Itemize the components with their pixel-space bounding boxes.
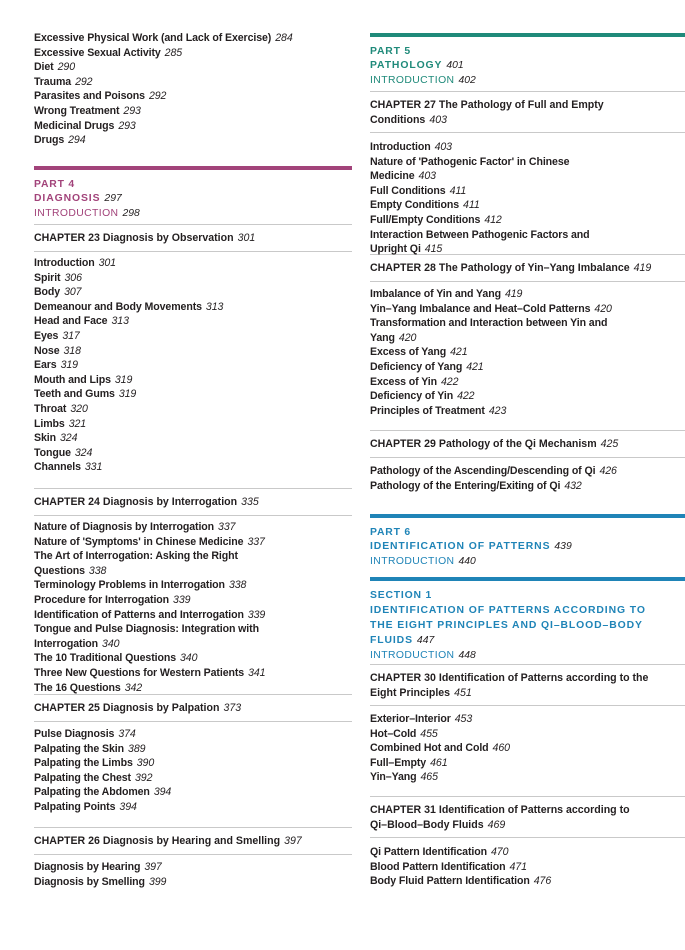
toc-entry-title: Throat — [34, 403, 67, 415]
toc-entry[interactable] — [34, 593, 269, 608]
toc-entry-title: The Art of Interrogation: Asking the Right Questions — [34, 550, 238, 577]
part-4-title[interactable]: DIAGNOSIS 297 — [34, 193, 122, 204]
toc-entry-page: 294 — [68, 134, 86, 147]
toc-entry[interactable] — [34, 742, 352, 757]
toc-entry-page: 465 — [420, 771, 438, 784]
toc-entry-page: 421 — [450, 346, 468, 359]
toc-entry[interactable] — [34, 104, 352, 119]
toc-entry-title: Ears — [34, 359, 57, 372]
toc-entry-page: 423 — [488, 404, 507, 417]
toc-entry[interactable] — [370, 874, 685, 889]
toc-entry-title: Diagnosis by Smelling — [34, 875, 145, 888]
toc-entry-title: Spirit — [34, 271, 61, 284]
part-6-label: PART 6 — [370, 527, 411, 538]
toc-entry[interactable] — [34, 520, 269, 535]
toc-entry-title: Nature of 'Pathogenic Factor' in Chinese Medicine — [370, 155, 570, 183]
toc-entry[interactable] — [34, 417, 352, 432]
toc-entry[interactable] — [370, 302, 625, 317]
section-1-title[interactable]: IDENTIFICATION OF PATTERNS ACCORDING TO THE EIGHT PRINCIPLES AND QI–BLOOD–BODY FLUIDS 447 — [370, 605, 646, 646]
toc-entry-title: Nature of Diagnosis by Interrogation — [34, 521, 215, 533]
toc-entry[interactable] — [370, 756, 685, 771]
toc-entry[interactable] — [370, 741, 685, 756]
toc-entry-title: Limbs — [34, 417, 65, 430]
toc-entry[interactable] — [34, 300, 352, 315]
toc-entry-page: 338 — [88, 564, 107, 577]
toc-entry[interactable] — [34, 785, 352, 800]
toc-entry[interactable] — [34, 358, 352, 373]
toc-entry[interactable] — [34, 681, 269, 696]
toc-entry-page: 319 — [114, 373, 133, 386]
toc-entry-page: 419 — [504, 288, 523, 300]
toc-entry-title: Terminology Problems in Interrogation — [34, 579, 225, 592]
toc-entry[interactable] — [34, 651, 269, 666]
chapter-28-heading[interactable]: CHAPTER 28 The Pathology of Yin–Yang Imbalance 419 — [370, 254, 685, 282]
toc-entry-page: 389 — [128, 742, 146, 755]
toc-entry[interactable] — [370, 727, 685, 742]
toc-entry-page: 285 — [164, 46, 183, 59]
toc-entry[interactable] — [34, 402, 352, 417]
toc-entry-title: Transformation and Interaction between Yin and Yang — [370, 317, 608, 344]
toc-entry-title: Palpating the Limbs — [34, 757, 133, 770]
toc-entry[interactable] — [370, 198, 620, 213]
toc-entry[interactable] — [370, 712, 685, 727]
toc-entry[interactable] — [34, 446, 352, 461]
toc-entry-page: 432 — [564, 479, 582, 492]
toc-entry-title: Combined Hot and Cold — [370, 742, 489, 755]
toc-entry-page: 420 — [594, 302, 612, 315]
toc-entry-page: 394 — [153, 786, 172, 799]
toc-entry-title: Palpating Points — [34, 801, 116, 813]
toc-entry[interactable] — [370, 770, 685, 785]
toc-entry-page: 422 — [441, 375, 459, 388]
toc-entry-title: Channels — [34, 461, 81, 474]
toc-entry-title: Deficiency of Yin — [370, 390, 454, 403]
toc-entry-page: 324 — [59, 432, 78, 445]
toc-entry-title: Qi Pattern Identification — [370, 846, 487, 858]
toc-entry-page: 421 — [466, 361, 484, 373]
toc-entry[interactable] — [34, 549, 269, 578]
toc-entry-title: Pathology of the Entering/Exiting of Qi — [370, 479, 561, 492]
toc-entry[interactable] — [370, 479, 685, 494]
toc-entry-title: Introduction — [34, 257, 95, 269]
toc-entry-page: 292 — [148, 90, 167, 103]
toc-entry[interactable] — [370, 155, 620, 184]
toc-entry[interactable] — [34, 75, 352, 90]
toc-entry-page: 290 — [57, 61, 76, 74]
toc-entry-page: 397 — [144, 861, 162, 873]
toc-entry-page: 313 — [205, 300, 224, 313]
part-4-label: PART 4 — [34, 179, 75, 190]
toc-entry-page: 339 — [173, 594, 191, 606]
toc-entry[interactable] — [370, 345, 625, 360]
toc-entry[interactable] — [370, 184, 620, 199]
toc-entry-page: 403 — [418, 170, 436, 183]
toc-entry-title: Principles of Treatment — [370, 404, 485, 417]
chapter-26-heading[interactable]: CHAPTER 26 Diagnosis by Hearing and Smelling 397 — [34, 827, 352, 855]
chapter-31-heading[interactable]: CHAPTER 31 Identification of Patterns according to Qi–Blood–Body Fluids 469 — [370, 796, 685, 838]
toc-entry-title: Yin–Yang — [370, 771, 417, 784]
toc-entry-page: 331 — [84, 461, 103, 474]
toc-entry-title: Hot–Cold — [370, 727, 417, 740]
toc-entry-title: Full–Empty — [370, 756, 427, 769]
toc-entry-page: 403 — [434, 141, 452, 153]
toc-entry[interactable] — [370, 228, 620, 257]
toc-entry[interactable] — [34, 271, 352, 286]
toc-entry[interactable] — [370, 389, 625, 404]
toc-entry-title: Skin — [34, 432, 56, 445]
toc-entry-page: 337 — [218, 521, 236, 533]
toc-entry-title: The 16 Questions — [34, 681, 121, 694]
toc-entry-title: Wrong Treatment — [34, 105, 120, 117]
toc-entry-page: 461 — [430, 756, 448, 769]
toc-entry-page: 293 — [118, 119, 136, 132]
section-1-intro[interactable]: INTRODUCTION 448 — [370, 650, 476, 661]
chapter-30-heading[interactable]: CHAPTER 30 Identification of Patterns according to the Eight Principles 451 — [370, 664, 685, 706]
toc-entry[interactable] — [370, 375, 625, 390]
toc-entry-title: Diet — [34, 61, 54, 74]
toc-entry-title: Excessive Sexual Activity — [34, 46, 161, 59]
toc-entry-page: 460 — [492, 742, 510, 755]
toc-entry[interactable] — [34, 285, 352, 300]
toc-entry-title: Tongue and Pulse Diagnosis: Integration with Interrogation — [34, 623, 259, 650]
toc-entry[interactable] — [34, 860, 352, 875]
toc-entry-title: Nature of 'Symptoms' in Chinese Medicine — [34, 535, 244, 548]
toc-entry[interactable] — [34, 329, 352, 344]
toc-entry[interactable] — [370, 464, 685, 479]
toc-entry[interactable] — [370, 360, 625, 375]
toc-entry-title: Body Fluid Pattern Identification — [370, 875, 530, 888]
toc-entry-title: Full Conditions — [370, 184, 446, 197]
toc-entry-title: Excess of Yang — [370, 346, 447, 359]
toc-entry-page: 306 — [64, 271, 82, 284]
toc-entry-page: 320 — [70, 403, 88, 415]
toc-entry-page: 340 — [180, 652, 198, 665]
toc-entry-page: 319 — [60, 359, 78, 372]
toc-entry-title: The 10 Traditional Questions — [34, 652, 177, 665]
toc-entry-page: 342 — [124, 681, 143, 694]
toc-entry-title: Trauma — [34, 75, 72, 88]
toc-entry-page: 301 — [98, 257, 116, 269]
toc-entry-page: 415 — [424, 243, 443, 256]
toc-entry[interactable] — [34, 578, 269, 593]
toc-entry-title: Identification of Patterns and Interrogation — [34, 608, 244, 621]
toc-entry-page: 340 — [102, 637, 120, 650]
toc-entry-title: Exterior–Interior — [370, 713, 451, 725]
toc-entry[interactable] — [34, 31, 352, 46]
toc-entry-title: Demeanour and Body Movements — [34, 300, 202, 313]
toc-entry[interactable] — [34, 875, 352, 890]
toc-entry-title: Empty Conditions — [370, 199, 460, 212]
toc-entry-title: Parasites and Poisons — [34, 90, 145, 103]
toc-entry[interactable] — [34, 119, 352, 134]
toc-entry[interactable] — [370, 404, 625, 419]
toc-entry[interactable] — [34, 373, 352, 388]
toc-entry-title: Mouth and Lips — [34, 373, 111, 386]
toc-entry-page: 392 — [135, 771, 153, 784]
toc-entry-page: 284 — [275, 32, 293, 44]
section-1-header — [370, 577, 685, 663]
toc-entry[interactable] — [370, 140, 620, 155]
toc-entry[interactable] — [34, 387, 352, 402]
toc-entry-page: 321 — [68, 417, 87, 430]
toc-entry[interactable] — [34, 133, 352, 148]
toc-entry[interactable] — [370, 860, 685, 875]
toc-entry[interactable] — [34, 622, 269, 651]
toc-entry-page: 318 — [63, 344, 81, 357]
part-5-title[interactable]: PATHOLOGY 401 — [370, 60, 464, 71]
toc-entry-page: 394 — [119, 801, 137, 813]
part-4-intro[interactable]: INTRODUCTION 298 — [34, 208, 140, 219]
toc-entry-page: 313 — [111, 315, 129, 328]
chapter-25-heading[interactable]: CHAPTER 25 Diagnosis by Palpation 373 — [34, 694, 352, 722]
toc-entry-title: Pathology of the Ascending/Descending of Qi — [370, 465, 596, 477]
toc-entry-page: 422 — [457, 390, 475, 403]
toc-entry-title: Imbalance of Yin and Yang — [370, 288, 501, 300]
toc-entry[interactable] — [34, 756, 352, 771]
toc-entry-page: 390 — [136, 757, 155, 770]
chapter-29-heading[interactable]: CHAPTER 29 Pathology of the Qi Mechanism 425 — [370, 430, 685, 458]
toc-entry-title: Excessive Physical Work (and Lack of Exercise) — [34, 32, 272, 44]
toc-entry-title: Palpating the Skin — [34, 742, 125, 755]
toc-entry-title: Tongue — [34, 446, 71, 459]
toc-entry[interactable] — [34, 89, 352, 104]
toc-entry-title: Head and Face — [34, 315, 108, 328]
toc-entry-page: 293 — [123, 105, 141, 117]
toc-entry-page: 292 — [75, 75, 93, 88]
toc-entry-page: 470 — [491, 846, 509, 858]
toc-entry[interactable] — [34, 800, 352, 815]
toc-entry[interactable] — [34, 535, 269, 550]
chapter-27-heading[interactable]: CHAPTER 27 The Pathology of Full and Empty Conditions 403 — [370, 91, 685, 133]
chapter-24-heading[interactable]: CHAPTER 24 Diagnosis by Interrogation 335 — [34, 488, 352, 516]
toc-entry-page: 399 — [148, 875, 167, 888]
toc-entry-page: 471 — [509, 860, 527, 873]
toc-entry-title: Introduction — [370, 141, 431, 153]
toc-entry-page: 338 — [228, 579, 247, 592]
toc-entry-page: 374 — [118, 728, 136, 740]
toc-entry-title: Excess of Yin — [370, 375, 438, 388]
toc-entry-page: 453 — [454, 713, 473, 725]
toc-entry-title: Interaction Between Pathogenic Factors and Upright Qi — [370, 228, 590, 256]
toc-entry-page: 339 — [247, 608, 266, 621]
toc-entry[interactable] — [34, 46, 352, 61]
toc-entry[interactable] — [370, 316, 625, 345]
toc-entry-title: Deficiency of Yang — [370, 361, 463, 373]
toc-entry[interactable] — [370, 287, 625, 302]
toc-entry-page: 324 — [74, 446, 93, 459]
toc-entry-title: Palpating the Abdomen — [34, 786, 150, 799]
toc-entry-title: Body — [34, 286, 61, 299]
toc-entry-title: Blood Pattern Identification — [370, 860, 506, 873]
part-6-title[interactable]: IDENTIFICATION OF PATTERNS 439 — [370, 541, 572, 552]
toc-entry[interactable] — [34, 771, 352, 786]
toc-entry-page: 307 — [64, 286, 82, 299]
toc-entry[interactable] — [34, 727, 352, 742]
toc-entry[interactable] — [34, 666, 269, 681]
part-5-intro[interactable]: INTRODUCTION 402 — [370, 75, 476, 86]
part-4-header — [34, 166, 352, 221]
toc-entry-title: Medicinal Drugs — [34, 119, 115, 132]
toc-entry-title: Nose — [34, 344, 60, 357]
toc-entry-title: Procedure for Interrogation — [34, 594, 170, 606]
toc-entry-title: Full/Empty Conditions — [370, 214, 481, 226]
toc-entry-page: 455 — [420, 727, 438, 740]
toc-entry-page: 420 — [398, 331, 417, 344]
toc-entry[interactable] — [370, 845, 685, 860]
toc-entry-page: 319 — [118, 388, 137, 401]
part-6-header — [370, 514, 685, 569]
part-6-intro[interactable]: INTRODUCTION 440 — [370, 556, 476, 567]
toc-entry-title: Pulse Diagnosis — [34, 728, 115, 740]
toc-entry-page: 317 — [62, 330, 80, 342]
toc-entry[interactable] — [34, 431, 352, 446]
toc-entry[interactable] — [34, 344, 352, 359]
toc-entry-title: Yin–Yang Imbalance and Heat–Cold Patterns — [370, 302, 591, 315]
toc-entry-page: 341 — [248, 667, 266, 679]
toc-entry-title: Eyes — [34, 330, 59, 342]
chapter-23-heading[interactable]: CHAPTER 23 Diagnosis by Observation 301 — [34, 224, 352, 252]
toc-entry-title: Drugs — [34, 134, 65, 147]
toc-entry[interactable] — [34, 256, 352, 271]
part-5-header — [370, 33, 685, 88]
toc-entry-title: Diagnosis by Hearing — [34, 861, 141, 873]
toc-entry-title: Three New Questions for Western Patients — [34, 667, 245, 679]
toc-entry-title: Palpating the Chest — [34, 771, 131, 784]
toc-entry[interactable] — [34, 460, 352, 475]
toc-entry-title: Teeth and Gums — [34, 388, 115, 401]
toc-entry[interactable] — [370, 213, 620, 228]
toc-entry[interactable] — [34, 60, 352, 75]
part-5-label: PART 5 — [370, 46, 411, 57]
toc-entry-page: 411 — [449, 184, 467, 197]
toc-entry-page: 426 — [599, 465, 617, 477]
toc-entry-page: 476 — [533, 875, 552, 888]
toc-entry-page: 412 — [484, 214, 502, 226]
toc-entry-page: 337 — [247, 535, 265, 548]
toc-entry-page: 411 — [463, 199, 480, 212]
toc-entry[interactable] — [34, 608, 269, 623]
section-1-label: SECTION 1 — [370, 590, 433, 601]
toc-entry[interactable] — [34, 314, 352, 329]
